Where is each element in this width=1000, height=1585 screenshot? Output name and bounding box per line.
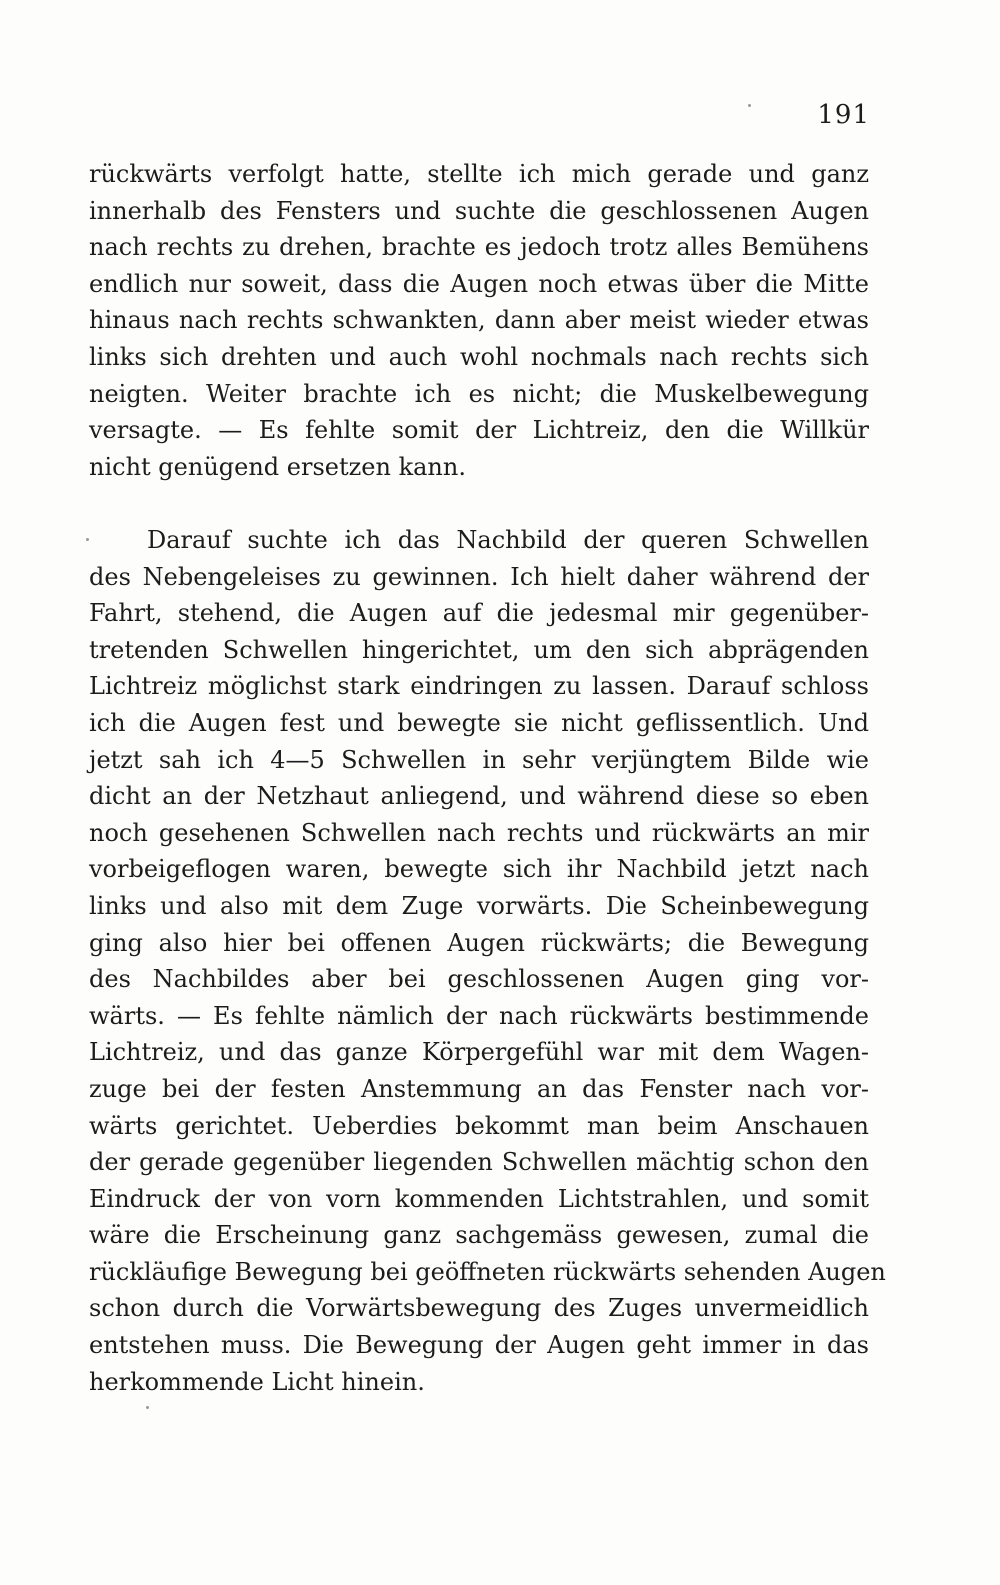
text-line: Lichtreiz, und das ganze Körpergefühl war mit dem Wagen- bbox=[89, 1038, 869, 1067]
paper-speck bbox=[146, 1406, 149, 1409]
text-line: hinaus nach rechts schwankten, dann aber meist wieder etwas bbox=[89, 306, 869, 335]
text-line: rückwärts verfolgt hatte, stellte ich mich gerade und ganz bbox=[89, 160, 869, 188]
text-line: jetzt sah ich 4—5 Schwellen in sehr verjüngtem Bilde wie bbox=[89, 745, 869, 774]
text-line: wäre die Erscheinung ganz sachgemäss gewesen, zumal die bbox=[89, 1221, 869, 1250]
text-line: schon durch die Vorwärtsbewegung des Zuges unvermeidlich bbox=[89, 1294, 869, 1323]
paper-speck bbox=[748, 104, 751, 107]
text-line: links sich drehten und auch wohl nochmals nach rechts sich bbox=[89, 342, 869, 371]
paragraph-1 bbox=[89, 156, 869, 485]
text-line: Fahrt, stehend, die Augen auf die jedesmal mir gegenüber- bbox=[89, 599, 869, 628]
text-line: rückläufige Bewegung bei geöffneten rückwärts sehenden Augen bbox=[89, 1257, 886, 1286]
text-line: ich die Augen fest und bewegte sie nicht geflissentlich. Und bbox=[89, 708, 869, 737]
page-number: 191 bbox=[817, 100, 870, 130]
text-line: herkommende Licht hinein. bbox=[89, 1367, 425, 1396]
text-line: entstehen muss. Die Bewegung der Augen geht immer in das bbox=[89, 1331, 869, 1360]
text-line: Eindruck der von vorn kommenden Lichtstrahlen, und somit bbox=[89, 1184, 869, 1213]
text-line: links und also mit dem Zuge vorwärts. Die Scheinbewegung bbox=[89, 891, 869, 920]
text-line: des Nebengeleises zu gewinnen. Ich hielt daher während der bbox=[89, 562, 869, 591]
text-line: ging also hier bei offenen Augen rückwärts; die Bewegung bbox=[89, 928, 869, 957]
text-line: der gerade gegenüber liegenden Schwellen mächtig schon den bbox=[89, 1148, 869, 1177]
text-line: noch gesehenen Schwellen nach rechts und rückwärts an mir bbox=[89, 818, 869, 847]
text-line: vorbeigeflogen waren, bewegte sich ihr Nachbild jetzt nach bbox=[89, 855, 869, 884]
paper-speck bbox=[86, 538, 89, 541]
text-line: Darauf suchte ich das Nachbild der queren Schwellen bbox=[147, 526, 869, 554]
paragraph-2 bbox=[89, 522, 886, 1400]
text-line: endlich nur soweit, dass die Augen noch etwas über die Mitte bbox=[89, 269, 869, 298]
text-line: neigten. Weiter brachte ich es nicht; die Muskelbewegung bbox=[89, 379, 869, 408]
text-line: zuge bei der festen Anstemmung an das Fenster nach vor- bbox=[89, 1074, 869, 1103]
text-line: innerhalb des Fensters und suchte die geschlossenen Augen bbox=[89, 196, 869, 225]
text-line: tretenden Schwellen hingerichtet, um den sich abprägenden bbox=[89, 635, 869, 664]
text-line: versagte. — Es fehlte somit der Lichtreiz, den die Willkür bbox=[89, 416, 869, 445]
text-line: nach rechts zu drehen, brachte es jedoch trotz alles Bemühens bbox=[89, 233, 869, 262]
text-line: Lichtreiz möglichst stark eindringen zu lassen. Darauf schloss bbox=[89, 672, 869, 701]
text-line: wärts gerichtet. Ueberdies bekommt man beim Anschauen bbox=[89, 1111, 869, 1140]
text-line: nicht genügend ersetzen kann. bbox=[89, 452, 466, 481]
text-line: dicht an der Netzhaut anliegend, und während diese so eben bbox=[89, 782, 869, 811]
text-line: des Nachbildes aber bei geschlossenen Augen ging vor- bbox=[89, 965, 869, 994]
text-line: wärts. — Es fehlte nämlich der nach rückwärts bestimmende bbox=[89, 1001, 869, 1030]
